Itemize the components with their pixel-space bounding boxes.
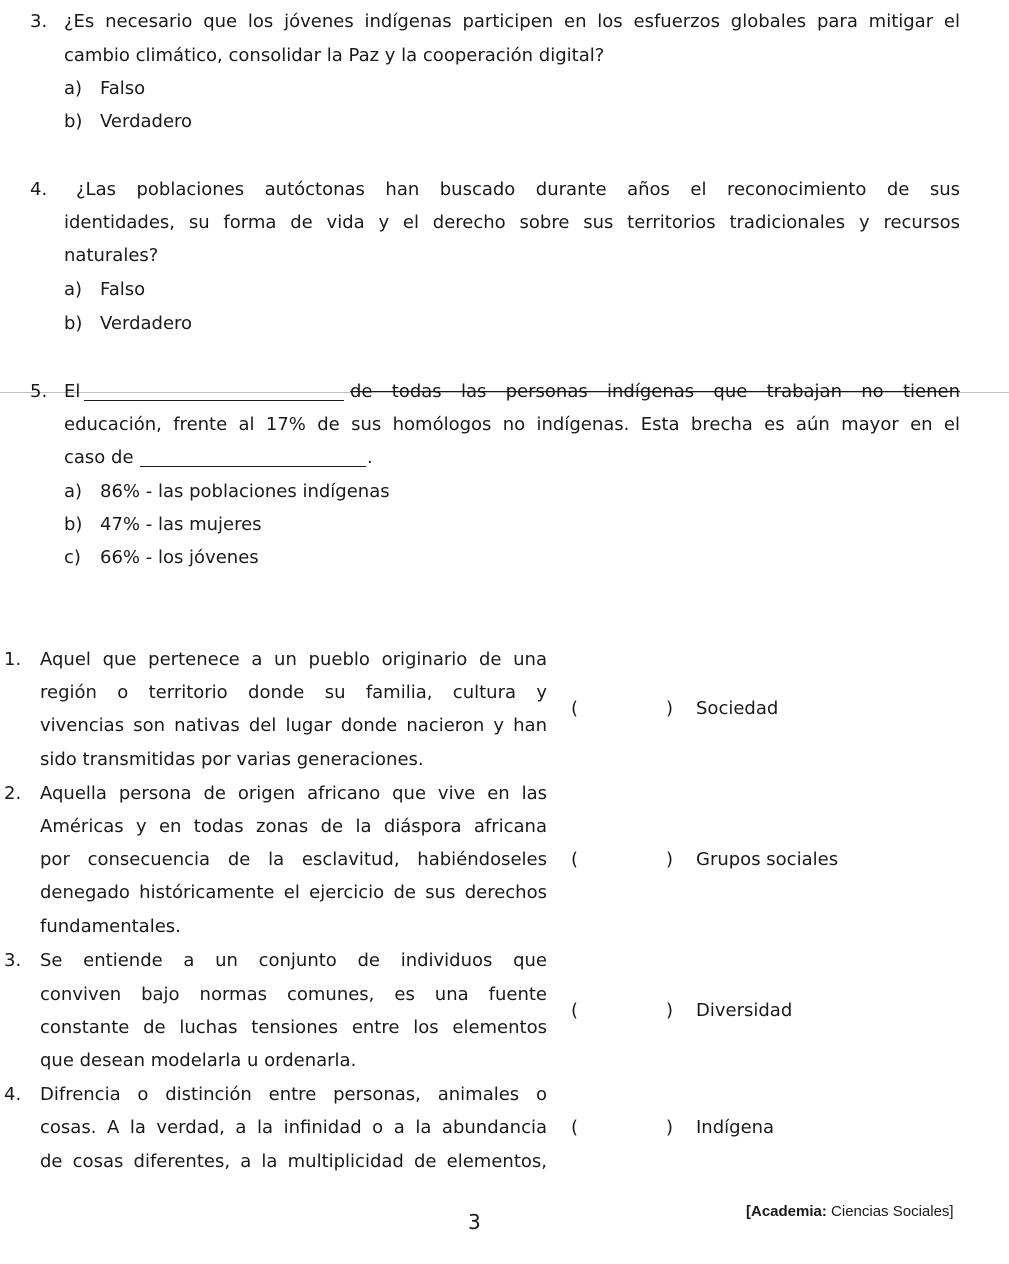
- option-text: 47% - las mujeres: [100, 514, 262, 535]
- option-letter: a): [64, 78, 83, 99]
- term-label: Diversidad: [696, 1000, 793, 1021]
- question-text-line: ¿Es necesario que los jóvenes indígenas participen en los esfuerzos globales para mitigar el: [64, 11, 960, 32]
- answer-paren-open: (: [571, 849, 579, 870]
- answer-paren-open: (: [571, 1000, 579, 1021]
- answer-slot[interactable]: [588, 847, 664, 871]
- question-text-end: .: [367, 447, 373, 468]
- question-text-line: identidades, su forma de vida y el derecho sobre sus territorios tradicionales y recursos: [64, 212, 960, 233]
- definition-line: sido transmitidas por varias generaciones.: [40, 749, 424, 770]
- definition-number: 1.: [4, 649, 22, 670]
- definition-line: cosas. A la verdad, a la infinidad o a la abundancia: [40, 1117, 547, 1138]
- definition-number: 4.: [4, 1084, 22, 1105]
- definition-line: por consecuencia de la esclavitud, habiéndoseles: [40, 849, 547, 870]
- option-text: Falso: [100, 279, 146, 300]
- option-letter: a): [64, 279, 83, 300]
- option-a: [64, 279, 145, 300]
- question-number: 3.: [30, 11, 48, 32]
- definition-line: Aquella persona de origen africano que vive en las: [40, 783, 547, 804]
- question-text-line: naturales?: [64, 245, 159, 266]
- option-c: [64, 547, 259, 568]
- definition-line: Aquel que pertenece a un pueblo originario de una: [40, 649, 547, 670]
- page-number: 3: [468, 1210, 481, 1234]
- option-text: Falso: [100, 78, 146, 99]
- definition-line: Difrencia o distinción entre personas, animales o: [40, 1084, 547, 1105]
- definition-line: vivencias son nativas del lugar donde nacieron y han: [40, 715, 547, 736]
- option-text: 86% - las poblaciones indígenas: [100, 481, 390, 502]
- answer-paren-close: ): [666, 1117, 674, 1138]
- option-letter: a): [64, 481, 83, 502]
- option-letter: b): [64, 111, 83, 132]
- term-label: Grupos sociales: [696, 849, 839, 870]
- definition-line: constante de luchas tensiones entre los elementos: [40, 1017, 547, 1038]
- question-text-line: ¿Las poblaciones autóctonas han buscado durante años el reconocimiento de sus: [76, 179, 960, 200]
- question-text-line: de todas las personas indígenas que trabajan no tienen: [350, 381, 960, 402]
- question-number: 5.: [30, 381, 48, 402]
- fill-in-blank[interactable]: [84, 384, 344, 401]
- definition-line: denegado históricamente el ejercicio de sus derechos: [40, 882, 547, 903]
- definition-line: Se entiende a un conjunto de individuos que: [40, 950, 547, 971]
- answer-paren-open: (: [571, 698, 579, 719]
- option-text: 66% - los jóvenes: [100, 547, 259, 568]
- answer-slot[interactable]: [588, 1115, 664, 1139]
- option-b: [64, 514, 262, 535]
- definition-line: conviven bajo normas comunes, es una fuente: [40, 984, 547, 1005]
- academy-tag: [746, 1203, 954, 1220]
- definition-line: región o territorio donde su familia, cultura y: [40, 682, 547, 703]
- question-number: 4.: [30, 179, 48, 200]
- question-text-start: El: [64, 381, 81, 402]
- option-a: [64, 78, 145, 99]
- option-letter: b): [64, 514, 83, 535]
- answer-slot[interactable]: [588, 998, 664, 1022]
- term-label: Indígena: [696, 1117, 775, 1138]
- option-letter: b): [64, 313, 83, 334]
- academy-value: Ciencias Sociales]: [831, 1203, 954, 1220]
- definition-line: Américas y en todas zonas de la diáspora africana: [40, 816, 547, 837]
- definition-line: fundamentales.: [40, 916, 181, 937]
- definition-number: 3.: [4, 950, 22, 971]
- question-text-start: caso de: [64, 447, 134, 468]
- term-label: Sociedad: [696, 698, 779, 719]
- fill-in-blank[interactable]: [140, 450, 366, 467]
- definition-number: 2.: [4, 783, 22, 804]
- answer-paren-open: (: [571, 1117, 579, 1138]
- option-b: [64, 313, 192, 334]
- definition-line: que desean modelarla u ordenarla.: [40, 1050, 357, 1071]
- question-text-line: educación, frente al 17% de sus homólogos no indígenas. Esta brecha es aún mayor en el: [64, 414, 960, 435]
- answer-paren-close: ): [666, 1000, 674, 1021]
- academy-label: [Academia:: [746, 1203, 827, 1220]
- option-a: [64, 481, 390, 502]
- option-letter: c): [64, 547, 81, 568]
- option-text: Verdadero: [100, 111, 193, 132]
- answer-slot[interactable]: [588, 696, 664, 720]
- option-text: Verdadero: [100, 313, 193, 334]
- question-text-line: cambio climático, consolidar la Paz y la cooperación digital?: [64, 45, 605, 66]
- definition-line: de cosas diferentes, a la multiplicidad de elementos,: [40, 1151, 547, 1172]
- answer-paren-close: ): [666, 698, 674, 719]
- answer-paren-close: ): [666, 849, 674, 870]
- option-b: [64, 111, 192, 132]
